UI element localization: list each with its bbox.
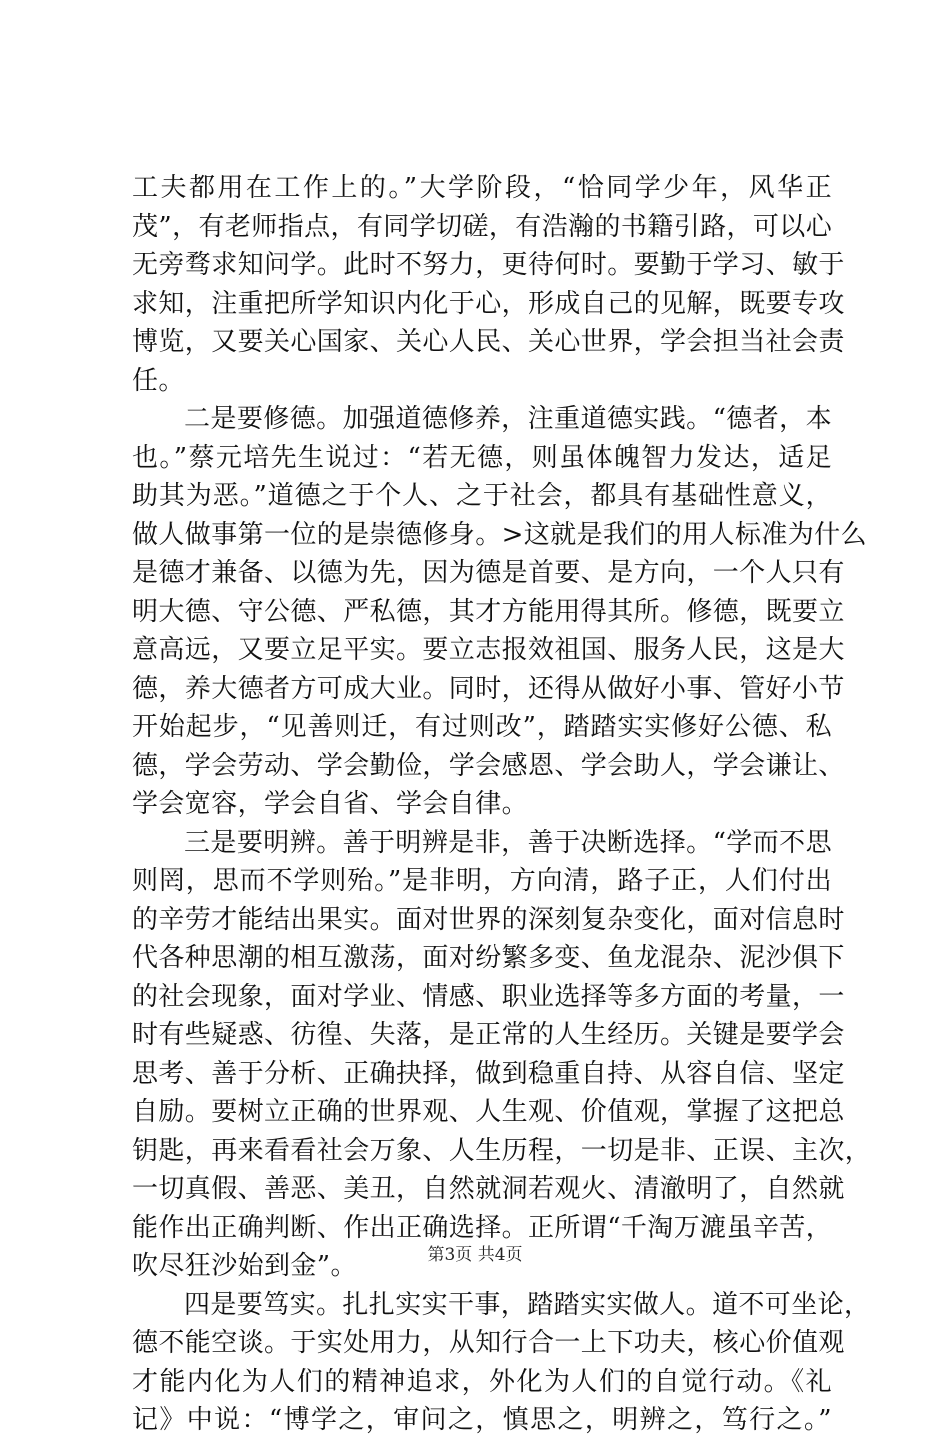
- text-line: 钥匙，再来看看社会万象、人生历程，一切是非、正误、主次，: [132, 1135, 872, 1166]
- text-line: 茂”，有老师指点，有同学切磋，有浩瀚的书籍引路，可以心: [132, 211, 833, 242]
- text-line: 是德才兼备、以德为先，因为德是首要、是方向，一个人只有: [132, 558, 845, 588]
- page-footer: 第3页 共4页: [427, 1245, 523, 1265]
- text-line: 代各种思潮的相互激荡，面对纷繁多变、鱼龙混杂、泥沙俱下: [132, 943, 845, 973]
- text-line: 助其为恶。”道德之于个人、之于社会，都具有基础性意义，: [132, 481, 832, 511]
- text-line: 任。: [132, 365, 185, 396]
- text-line: 开始起步，“见善则迁，有过则改”，踏踏实实修好公德、私: [132, 712, 832, 742]
- text-line: 记》中说：“博学之，审问之，慎思之，明辨之，笃行之。”: [132, 1405, 832, 1435]
- text-line: 的社会现象，面对学业、情感、职业选择等多方面的考量，一: [132, 981, 845, 1012]
- paragraph-start-line: 三是要明辨。善于明辨是非，善于决断选择。“学而不思: [184, 827, 832, 858]
- text-line: 德，学会劳动、学会勤俭，学会感恩、学会助人，学会谦让、: [132, 750, 845, 781]
- text-line: 也。”蔡元培先生说过：“若无德，则虽体魄智力发达，适足: [132, 442, 832, 473]
- text-line: 德，养大德者方可成大业。同时，还得从做好小事、管好小节: [132, 673, 845, 704]
- text-line: 明大德、守公德、严私德，其才方能用得其所。修德，既要立: [132, 596, 845, 627]
- text-line: 求知，注重把所学知识内化于心，形成自己的见解，既要专攻: [132, 288, 845, 319]
- text-line: 学会宽容，学会自省、学会自律。: [132, 789, 529, 819]
- text-line: 吹尽狂沙始到金”。: [132, 1251, 357, 1281]
- text-line: 则罔，思而不学则殆。”是非明，方向清，路子正，人们付出: [132, 866, 832, 896]
- text-line: 德不能空谈。于实处用力，从知行合一上下功夫，核心价值观: [132, 1328, 845, 1358]
- text-line: 自励。要树立正确的世界观、人生观、价值观，掌握了这把总: [132, 1097, 845, 1127]
- text-line: 博览，又要关心国家、关心人民、关心世界，学会担当社会责: [132, 327, 845, 357]
- text-line: 能作出正确判断、作出正确选择。正所谓“千淘万漉虽辛苦，: [132, 1212, 833, 1243]
- text-line: 意高远，又要立足平实。要立志报效祖国、服务人民，这是大: [132, 635, 845, 665]
- text-line: 时有些疑惑、彷徨、失落，是正常的人生经历。关键是要学会: [132, 1020, 845, 1050]
- text-line: 工夫都用在工作上的。”大学阶段，“恰同学少年，风华正: [132, 173, 832, 203]
- text-line: 无旁骛求知问学。此时不努力，更待何时。要勤于学习、敏于: [132, 250, 845, 280]
- paragraph-start-line: 二是要修德。加强道德修养，注重道德实践。“德者，本: [184, 404, 832, 434]
- text-line: 的辛劳才能结出果实。面对世界的深刻复杂变化，面对信息时: [132, 904, 845, 935]
- text-line: 做人做事第一位的是崇德修身。>这就是我们的用人标准为什么: [132, 519, 867, 550]
- text-line: 一切真假、善恶、美丑，自然就洞若观火、清澈明了，自然就: [132, 1174, 845, 1204]
- text-line: 才能内化为人们的精神追求，外化为人们的自觉行动。《礼: [132, 1366, 832, 1397]
- paragraph-start-line: 四是要笃实。扎扎实实干事，踏踏实实做人。道不可坐论，: [184, 1289, 871, 1320]
- text-line: 思考、善于分析、正确抉择，做到稳重自持、从容自信、坚定: [132, 1058, 845, 1089]
